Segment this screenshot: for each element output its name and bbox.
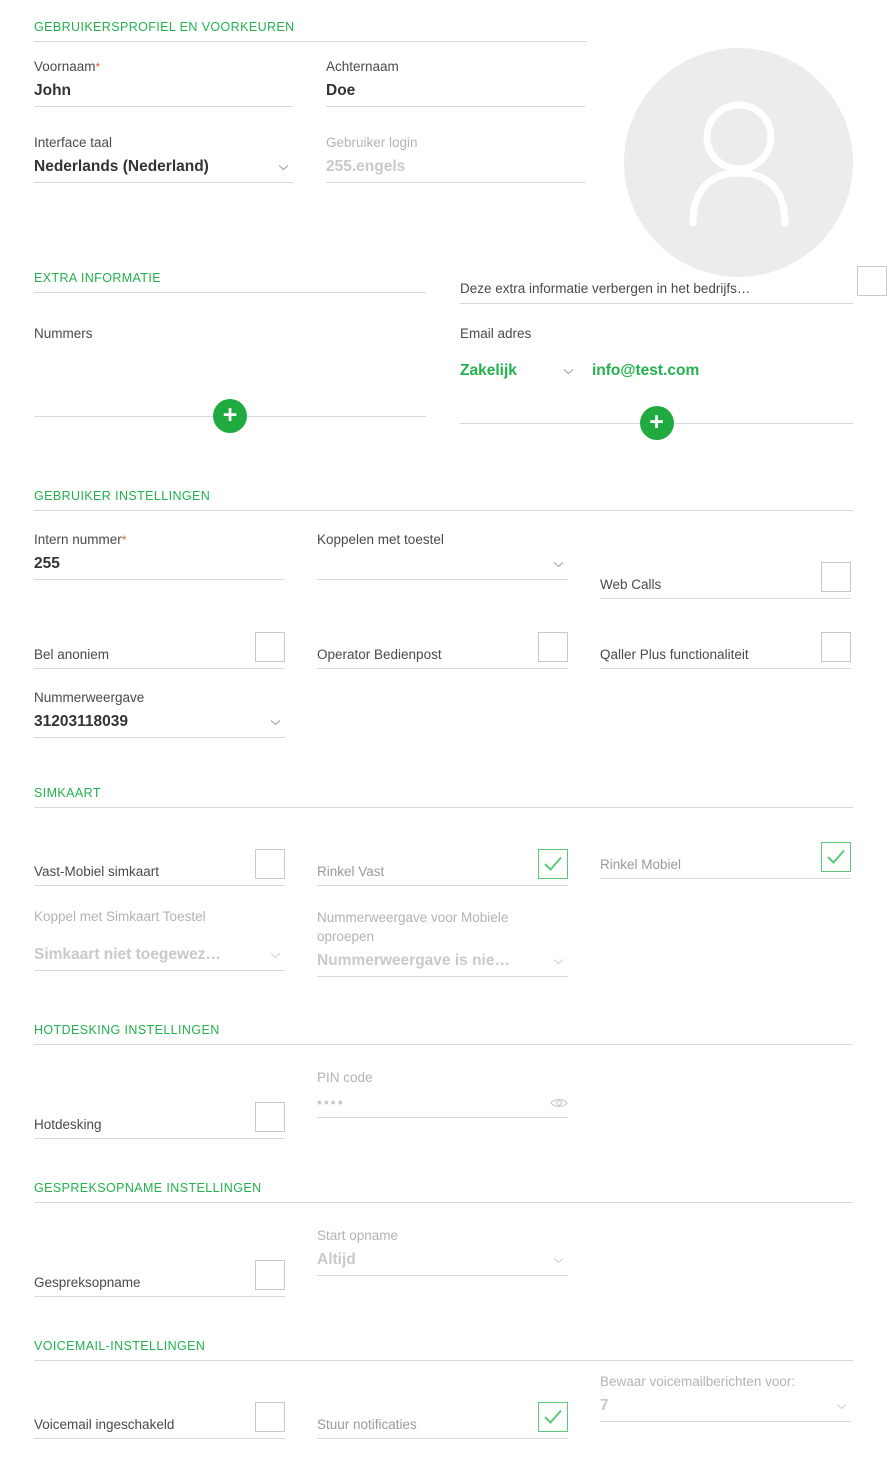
label-send-notifications: Stuur notificaties (317, 1417, 417, 1432)
field-last-name[interactable] (326, 58, 585, 107)
value-start-recording: Altijd (317, 1251, 356, 1268)
checkbox-hide-extra-info[interactable] (857, 266, 887, 296)
label-ring-fixed: Rinkel Vast (317, 864, 385, 879)
row-send-notifications (317, 1395, 568, 1439)
checkbox-web-calls[interactable] (821, 562, 851, 592)
value-mobile-clip: Nummerweergave is nie… (317, 952, 510, 969)
checkbox-operator[interactable] (538, 632, 568, 662)
section-user-settings (34, 489, 853, 738)
row-hotdesking (34, 1095, 285, 1139)
label-link-sim-device: Koppel met Simkaart Toestel (34, 909, 206, 924)
label-clip: Nummerweergave (34, 690, 145, 705)
row-call-recording (34, 1253, 285, 1297)
section-title-voicemail: VOICEMAIL-INSTELLINGEN (34, 1339, 853, 1361)
section-title-hotdesking: HOTDESKING INSTELLINGEN (34, 1023, 853, 1045)
label-operator: Operator Bedienpost (317, 647, 442, 662)
row-fixed-mobile-sim (34, 842, 285, 886)
field-user-login (326, 134, 585, 183)
field-pin-code[interactable] (317, 1069, 568, 1118)
section-simcard (34, 786, 853, 977)
row-voicemail-enabled (34, 1395, 285, 1439)
label-pin-code: PIN code (317, 1070, 373, 1085)
value-email-address[interactable]: info@test.com (592, 362, 700, 379)
chevron-down-icon-email-type[interactable] (563, 366, 574, 377)
section-call-recording (34, 1181, 853, 1297)
field-voicemail-retention (600, 1373, 851, 1422)
label-call-recording: Gespreksopname (34, 1275, 141, 1290)
checkbox-voicemail-enabled[interactable] (255, 1402, 285, 1432)
section-title-user-settings: GEBRUIKER INSTELLINGEN (34, 489, 853, 511)
label-web-calls: Web Calls (600, 577, 662, 592)
field-interface-language[interactable] (34, 134, 293, 183)
label-ring-mobile: Rinkel Mobiel (600, 857, 682, 872)
section-extra-info (34, 271, 853, 436)
label-voicemail-retention: Bewaar voicemailberichten voor: (600, 1374, 796, 1389)
label-anonymous-call: Bel anoniem (34, 647, 110, 662)
checkbox-anonymous-call[interactable] (255, 632, 285, 662)
value-link-device (317, 553, 568, 575)
field-start-recording (317, 1227, 568, 1276)
label-hotdesking: Hotdesking (34, 1117, 102, 1132)
value-first-name: John (34, 82, 72, 99)
value-last-name: Doe (326, 82, 356, 99)
field-first-name[interactable] (34, 58, 293, 107)
label-qaller-plus: Qaller Plus functionaliteit (600, 647, 749, 662)
label-user-login: Gebruiker login (326, 135, 418, 150)
label-email: Email adres (460, 326, 532, 341)
label-numbers: Nummers (34, 326, 93, 341)
section-title-extra: EXTRA INFORMATIE (34, 271, 426, 293)
required-marker: * (95, 60, 101, 74)
value-internal-number: 255 (34, 555, 60, 572)
label-fixed-mobile-sim: Vast-Mobiel simkaart (34, 864, 160, 879)
value-user-login: 255.engels (326, 158, 406, 175)
field-link-device[interactable] (317, 531, 568, 580)
person-avatar-icon (679, 95, 799, 230)
row-operator (317, 625, 568, 669)
field-link-sim-device (34, 908, 285, 971)
checkbox-call-recording[interactable] (255, 1260, 285, 1290)
label-interface-language: Interface taal (34, 135, 113, 150)
value-email-type[interactable]: Zakelijk (460, 362, 517, 379)
checkbox-hotdesking[interactable] (255, 1102, 285, 1132)
value-clip: 31203118039 (34, 713, 128, 730)
label-start-recording: Start opname (317, 1228, 399, 1243)
row-ring-mobile (600, 835, 851, 879)
checkbox-ring-mobile[interactable] (821, 842, 851, 872)
section-hotdesking (34, 1023, 853, 1139)
section-voicemail (34, 1339, 853, 1459)
value-voicemail-retention: 7 (600, 1397, 609, 1414)
section-title-profile: GEBRUIKERSPROFIEL EN VOORKEUREN (34, 20, 587, 42)
field-clip[interactable] (34, 689, 285, 738)
email-add-row (460, 394, 853, 436)
field-mobile-clip (317, 908, 568, 977)
section-profile (34, 0, 853, 183)
row-web-calls (600, 555, 851, 599)
section-title-call-recording: GESPREKSOPNAME INSTELLINGEN (34, 1181, 853, 1203)
checkbox-fixed-mobile-sim[interactable] (255, 849, 285, 879)
value-pin-code: •••• (317, 1094, 345, 1110)
label-last-name: Achternaam (326, 59, 399, 74)
label-link-device: Koppelen met toestel (317, 532, 444, 547)
avatar[interactable] (624, 48, 853, 277)
checkbox-send-notifications[interactable] (538, 1402, 568, 1432)
value-interface-language: Nederlands (Nederland) (34, 158, 209, 175)
row-anonymous-call (34, 625, 285, 669)
numbers-add-row (34, 387, 426, 429)
checkbox-ring-fixed[interactable] (538, 849, 568, 879)
label-voicemail-enabled: Voicemail ingeschakeld (34, 1417, 175, 1432)
section-title-simcard: SIMKAART (34, 786, 853, 808)
value-link-sim-device: Simkaart niet toegewez… (34, 946, 221, 963)
label-mobile-clip: Nummerweergave voor Mobiele oproepen (317, 910, 509, 944)
label-first-name: Voornaam* (34, 59, 101, 74)
label-hide-extra-info: Deze extra informatie verbergen in het bedrijfs… (460, 281, 751, 296)
field-internal-number[interactable] (34, 531, 285, 580)
row-qaller-plus (600, 625, 851, 669)
label-internal-number: Intern nummer* (34, 532, 127, 547)
checkbox-qaller-plus[interactable] (821, 632, 851, 662)
row-ring-fixed (317, 842, 568, 886)
add-number-button[interactable]: + (213, 399, 247, 433)
add-email-button[interactable]: + (640, 406, 674, 440)
